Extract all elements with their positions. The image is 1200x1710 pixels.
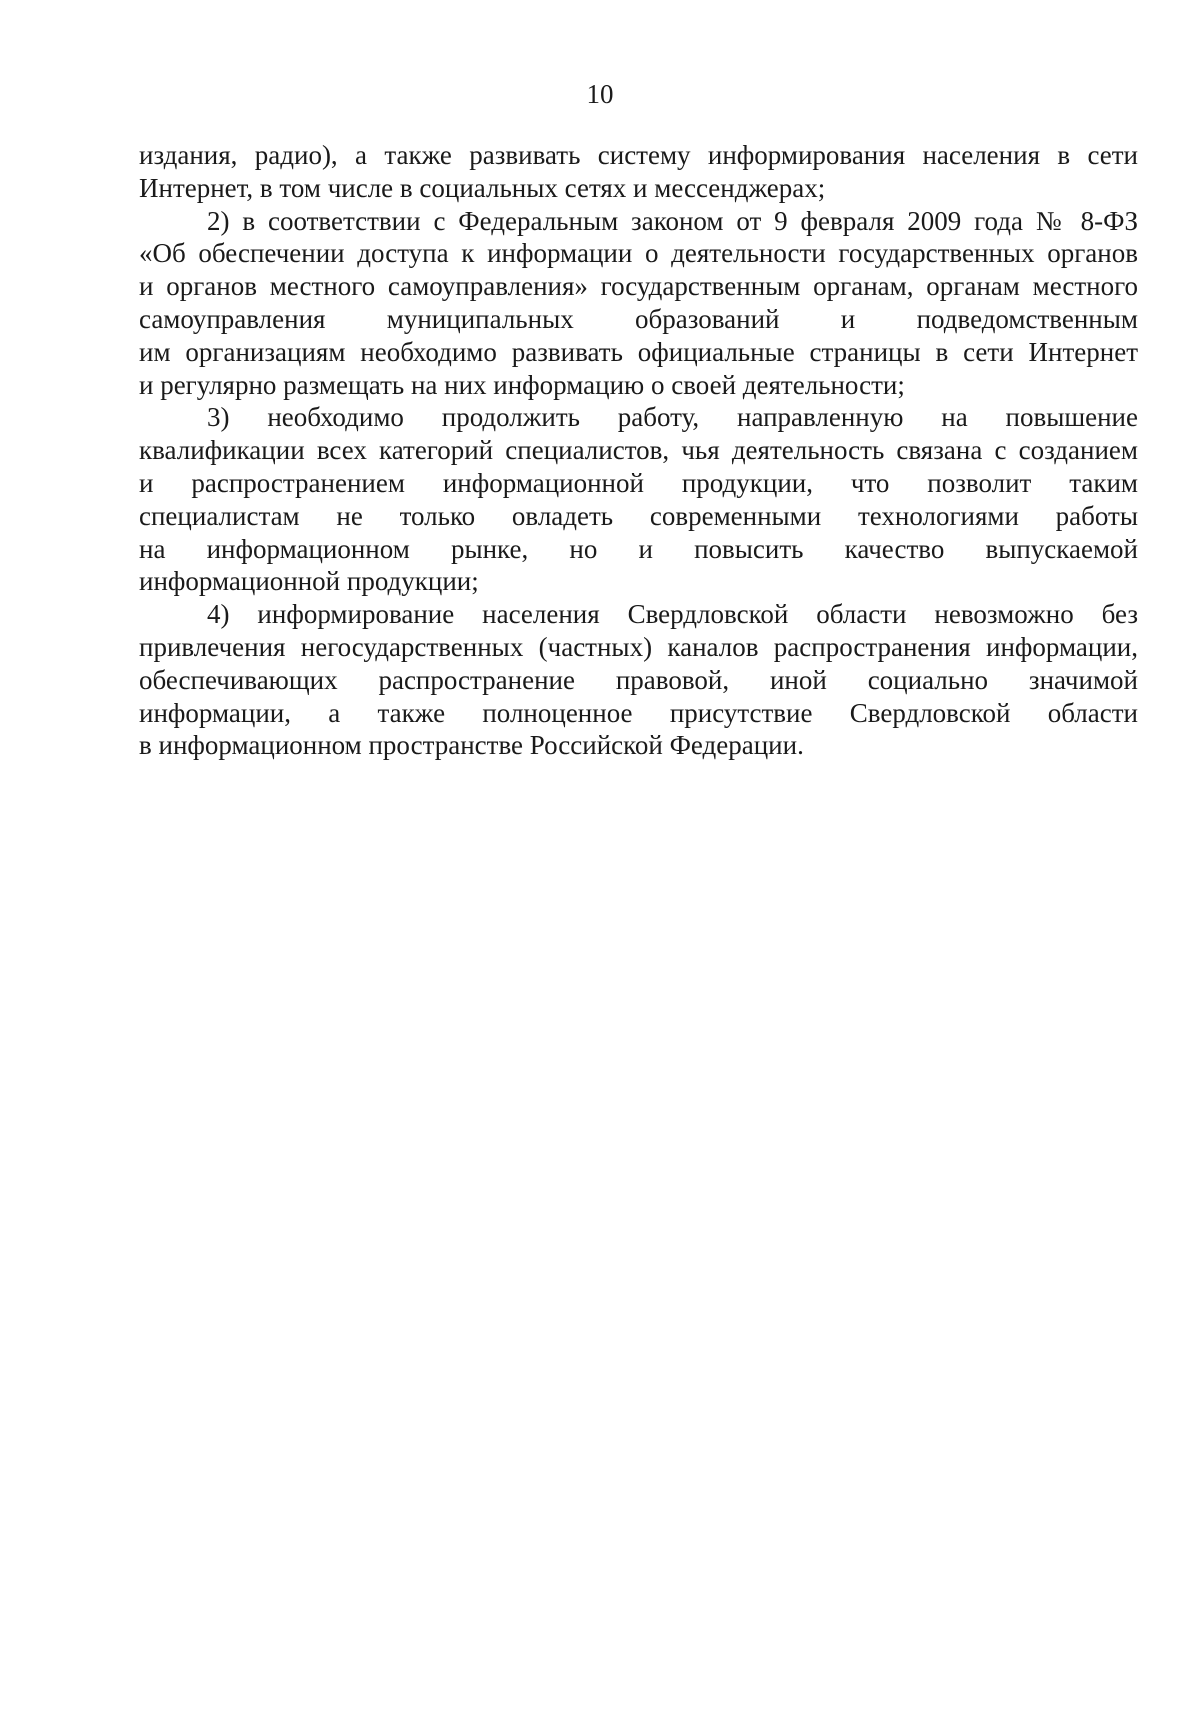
text-line: 4) информирование населения Свердловской области невозможно без bbox=[207, 599, 1138, 630]
text-line: и регулярно размещать на них информацию о своей деятельности; bbox=[139, 369, 905, 400]
text-line: привлечения негосударственных (частных) каналов распространения информации, bbox=[139, 631, 1138, 662]
text-line: и органов местного самоуправления» государственным органам, органам местного bbox=[139, 271, 1138, 302]
paragraph-item-3 bbox=[139, 401, 1138, 598]
text-line: 3) необходимо продолжить работу, направленную на повышение bbox=[207, 402, 1138, 433]
text-line: 2) в соответствии с Федеральным законом от 9 февраля 2009 года № 8-ФЗ bbox=[207, 205, 1138, 236]
document-body bbox=[139, 139, 1138, 762]
text-line: в информационном пространстве Российской Федерации. bbox=[139, 730, 804, 761]
text-line: на информационном рынке, но и повысить качество выпускаемой bbox=[139, 533, 1138, 564]
text-line: информации, а также полноценное присутствие Свердловской области bbox=[139, 697, 1138, 728]
text-line: специалистам не только овладеть современными технологиями работы bbox=[139, 500, 1138, 531]
text-line: обеспечивающих распространение правовой, иной социально значимой bbox=[139, 664, 1138, 695]
text-line: квалификации всех категорий специалистов, чья деятельность связана с созданием bbox=[139, 435, 1138, 466]
text-line: Интернет, в том числе в социальных сетях и мессенджерах; bbox=[139, 172, 826, 203]
text-line: им организациям необходимо развивать официальные страницы в сети Интернет bbox=[139, 336, 1138, 367]
paragraph-continuation bbox=[139, 139, 1138, 205]
text-line: «Об обеспечении доступа к информации о деятельности государственных органов bbox=[139, 238, 1138, 269]
text-line: и распространением информационной продукции, что позволит таким bbox=[139, 467, 1138, 498]
page-number: 10 bbox=[586, 79, 614, 109]
text-line: издания, радио), а также развивать систему информирования населения в сети bbox=[139, 140, 1138, 170]
text-line: информационной продукции; bbox=[139, 566, 479, 597]
paragraph-item-4 bbox=[139, 598, 1138, 762]
text-line: самоуправления муниципальных образований и подведомственным bbox=[139, 303, 1138, 334]
paragraph-item-2 bbox=[139, 205, 1138, 402]
